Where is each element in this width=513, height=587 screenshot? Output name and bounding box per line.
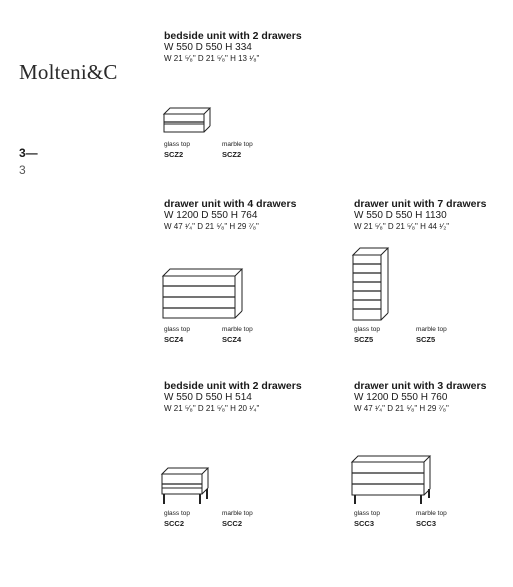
product-dimensions-imperial: W 21 ⁵⁄₈" D 21 ⁵⁄₈" H 44 ¹⁄₂": [354, 222, 450, 231]
glass-top-label: glass top: [164, 141, 191, 148]
marble-top-code: SCC2: [222, 519, 243, 528]
glass-top-code: SCZ4: [164, 335, 184, 344]
marble-top-label: marble top: [222, 141, 253, 148]
glass-top-label: glass top: [164, 326, 191, 333]
glass-top-code: SCZ2: [164, 150, 184, 159]
marble-top-code: SCC3: [416, 519, 437, 528]
glass-top-code: SCC2: [164, 519, 185, 528]
glass-top-label: glass top: [354, 326, 381, 333]
glass-top-label: glass top: [164, 510, 191, 517]
product-block: [164, 198, 296, 232]
product-title: drawer unit with 3 drawers: [354, 380, 487, 392]
product-title: drawer unit with 4 drawers: [164, 198, 297, 210]
product-dimensions-imperial: W 21 ⁵⁄₈" D 21 ⁵⁄₈" H 13 ¹⁄₈": [164, 54, 260, 63]
product-drawing: [350, 245, 392, 323]
page-subnumber: 3: [19, 163, 26, 177]
product-block: [164, 380, 302, 414]
marble-top-code: SCZ2: [222, 150, 242, 159]
product-title: drawer unit with 7 drawers: [354, 198, 487, 210]
marble-top-label: marble top: [222, 326, 253, 333]
marble-top-label: marble top: [222, 510, 253, 517]
marble-top-label: marble top: [416, 326, 447, 333]
product-dimensions-metric: W 1200 D 550 H 764: [164, 210, 258, 221]
product-dimensions-imperial: W 47 ¹⁄₄" D 21 ⁵⁄₈" H 29 ⁷⁄₈": [164, 222, 259, 231]
page-number: 3—: [19, 146, 38, 160]
marble-top-label: marble top: [416, 510, 447, 517]
product-title: bedside unit with 2 drawers: [164, 30, 302, 42]
product-block: [354, 198, 486, 232]
product-dimensions-metric: W 550 D 550 H 334: [164, 42, 252, 53]
glass-top-code: SCZ5: [354, 335, 374, 344]
product-title: bedside unit with 2 drawers: [164, 380, 302, 392]
marble-top-code: SCZ4: [222, 335, 242, 344]
product-drawing: [160, 266, 246, 322]
product-block: [354, 380, 486, 414]
product-dimensions-metric: W 550 D 550 H 1130: [354, 210, 447, 221]
brand-logo: Molteni&C: [19, 60, 118, 84]
product-drawing: [158, 464, 214, 506]
product-block: [164, 30, 302, 64]
product-dimensions-imperial: W 47 ¹⁄₄" D 21 ⁵⁄₈" H 29 ⁷⁄₈": [354, 404, 449, 413]
product-dimensions-imperial: W 21 ⁵⁄₈" D 21 ⁵⁄₈" H 20 ¹⁄₄": [164, 404, 260, 413]
product-drawing: [160, 104, 216, 136]
product-dimensions-metric: W 1200 D 550 H 760: [354, 392, 448, 403]
product-dimensions-metric: W 550 D 550 H 514: [164, 392, 252, 403]
product-drawing: [348, 452, 434, 506]
glass-top-code: SCC3: [354, 519, 375, 528]
marble-top-code: SCZ5: [416, 335, 436, 344]
glass-top-label: glass top: [354, 510, 381, 517]
